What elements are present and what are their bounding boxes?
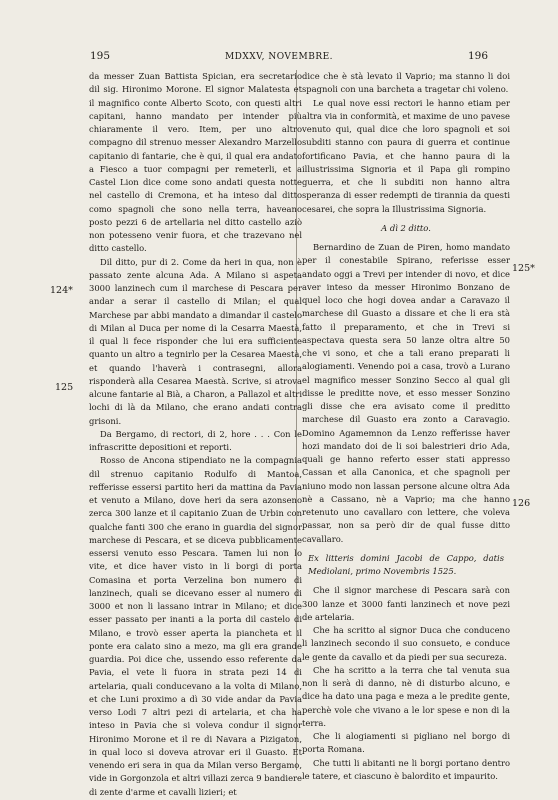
paragraph: dice che è stà levato il Vaprio; ma stanno li doi spagnoli con una barcheta a tragetar chi voleno. (302, 71, 510, 95)
paragraph: Da Bergamo, di rectori, di 2, hore . . . Con le infrascritte depositioni et reporti. (89, 428, 302, 452)
paragraph: Che ha scritto al signor Duca che conduceno li lanzinech secondo il suo consueto, e conduce le gente da cavallo et da piedi per sua secureza. (302, 625, 510, 662)
paragraph: Le qual nove essi rectori le hanno etiam per altra via in conformità, et maxime de uno pavese venuto qui, qual dice che loro spagnoli et soi subditi stanno con paura di guerra et continue fortificano Pavia, et che hanno paura di la illustrissima Signoria et il Papa gli rompino guerra, et che li subditi non hanno altra speranza di esser redempti de tirannia da questi cesarei, che sopra la Illustrissima Signoria. (302, 97, 510, 214)
paragraph: Che il signor marchese di Pescara sarà con 300 lanze et 3000 fanti lanzinech et nove pezi de artelaria. (302, 585, 510, 622)
right-page-number: 196 (467, 50, 488, 62)
right-column (302, 70, 510, 783)
paragraph: Che tutti li abitanti ne li borgi portano dentro le tatere, et ciascuno è balordito et impaurito. (302, 757, 510, 781)
paragraph: Dil ditto, pur di 2. Come da heri in qua, non è passato zente alcuna Ada. A Milano si aspeta 3000 lanzinech cum il marchese di Pescara per andar a serar il castello di Milan; el qual Marchese par abbi mandato a dimandar il castelo di Milan al Duca per nome di la Cesarra Maestà, il qual li fece risponder che lui era sufficiente quanto un altro a tegnirlo per la Cesarea Maestà, et quando l'haverà i contrasegni, allora risponderà alla Cesarea Maestà. Scrive, si atrova alcune fantarie al Bià, a Charon, a Pallazol et altri lochi di là da Milano, che erano andati contra grisoni. (89, 256, 302, 426)
section-heading: A dì 2 ditto. (381, 222, 431, 233)
margin-number-124: 124* (50, 285, 73, 296)
margin-number-126: 126 (512, 498, 531, 509)
paragraph: da messer Zuan Battista Spician, era secretario dil sig. Hironimo Morone. El signor Malatesta et il magnifico conte Alberto Scoto, con questi altri capitani, hanno mandato per intender più chiaramente il vero. Item, per uno altro compagno dil strenuo messer Alexandro Marzello capitanio di fantarie, che è qui, il qual era andato a Fiesco a tuor compagni per remeterli, et a Castel Lion dice come sono andati questa notte nel castello di Cremona, et ha inteso dal ditto como spagnoli che sono nella terra, haveano posto pezzi 6 de artellaria nel ditto castello aziò non potesseno venir fuora, et che trazevano nel ditto castello. (89, 71, 302, 254)
paragraph: Che li alogiamenti si pigliano nel borgo di porta Romana. (302, 731, 510, 755)
paragraph: Rosso de Ancona stipendiato ne la compagnia dil strenuo capitanio Rodulfo di Mantoa, refferisse essersi partito heri da mattina da Pavia et venuto a Milano, dove heri da sera azonseno zerca 300 lanze et il capitanio Zuan de Urbin con qualche fanti 300 che erano in guardia del signor marchese di Pescara, et se diceva pubblicamente essersi venuto esso Pescara. Tamen lui non lo vite, et dice haver visto in li borgi di porta Comasina et porta Verzelina bon numero di lanzinech, quali se dicevano esser al numero di 3000 et non li lassano intrar in Milano; et dice esser passato per inanti a la porta dil castelo di Milano, e trovò esser aperta la piancheta et il ponte era calato sino a mezo, ma gli era grande guardia. Poi dice che, ussendo esso referente da Pavia, el vete li fuora in strata pezi 14 di artelaria, quali conducevano a la volta di Milano, et che Luni proximo a dì 30 vide andar da Pavia verso Lodi 7 altri pezi di artelaria, et cha ha inteso in Pavia che si voleva condur il signor Hironimo Morone et il re di Navara a Pizigaton, in qual loco si doveva atrovar eri il Guasto. Et venendo eri sera in qua da Milan verso Bergamo, vide in Gorgonzola et altri villazi zerca 9 bandiere di zente d'arme et cavalli lizieri; et (89, 455, 302, 797)
margin-number-125-right: 125* (512, 263, 535, 274)
left-page-number: 195 (90, 50, 111, 62)
running-head: MDXXV, NOVEMBRE. (224, 52, 334, 62)
paragraph: Bernardino de Zuan de Piren, homo mandato per il conestabile Spirano, referisse esser andato oggi a Trevi per intender di novo, et dice aver inteso da messer Hironimo Bonzano de quel loco che hogi dovea andar a Caravazo il marchese dil Guasto a dissare et che li era stà fatto il preparamento, et che in Trevi si aspectava questa sera 50 lanze oltra altre 50 che vi sono, et che a tali erano preparati li alogiamenti. Venendo poi a casa, trovò a Lurano el magnifico messer Sonzino Secco al qual gli disse le preditte nove, et esso messer Sonzino gli disse che era avisato come il preditto marchese dil Guasto era zonto a Caravagio. Domino Agamemnon da Lenzo refferisse haver hozi mandato doi de li soi balestrieri drio Ada, quali ge hanno referto esser stati appresso Cassan et alla Canonica, et che spagnoli per niuno modo non lassan persone alcune oltra Ada nè a Cassano, nè a Vaprio; ma che hanno retenuto uno cavallaro con lettere, che voleva passar, non sa però dir de qual fusse ditto cavallaro. (302, 242, 510, 544)
margin-number-125-left: 125 (55, 382, 74, 393)
section-heading: Ex litteris domini Jacobi de Cappo, datis Mediolani, primo Novembris 1525. (308, 552, 504, 576)
left-column (89, 70, 302, 799)
paragraph: Che ha scritto a la terra che tal venuta sua non li serà di danno, nè di disturbo alcuno, e dice ha dato una paga e meza a le predite gente, perchè vole che vivano a le lor spese e non di la terra. (302, 664, 510, 728)
